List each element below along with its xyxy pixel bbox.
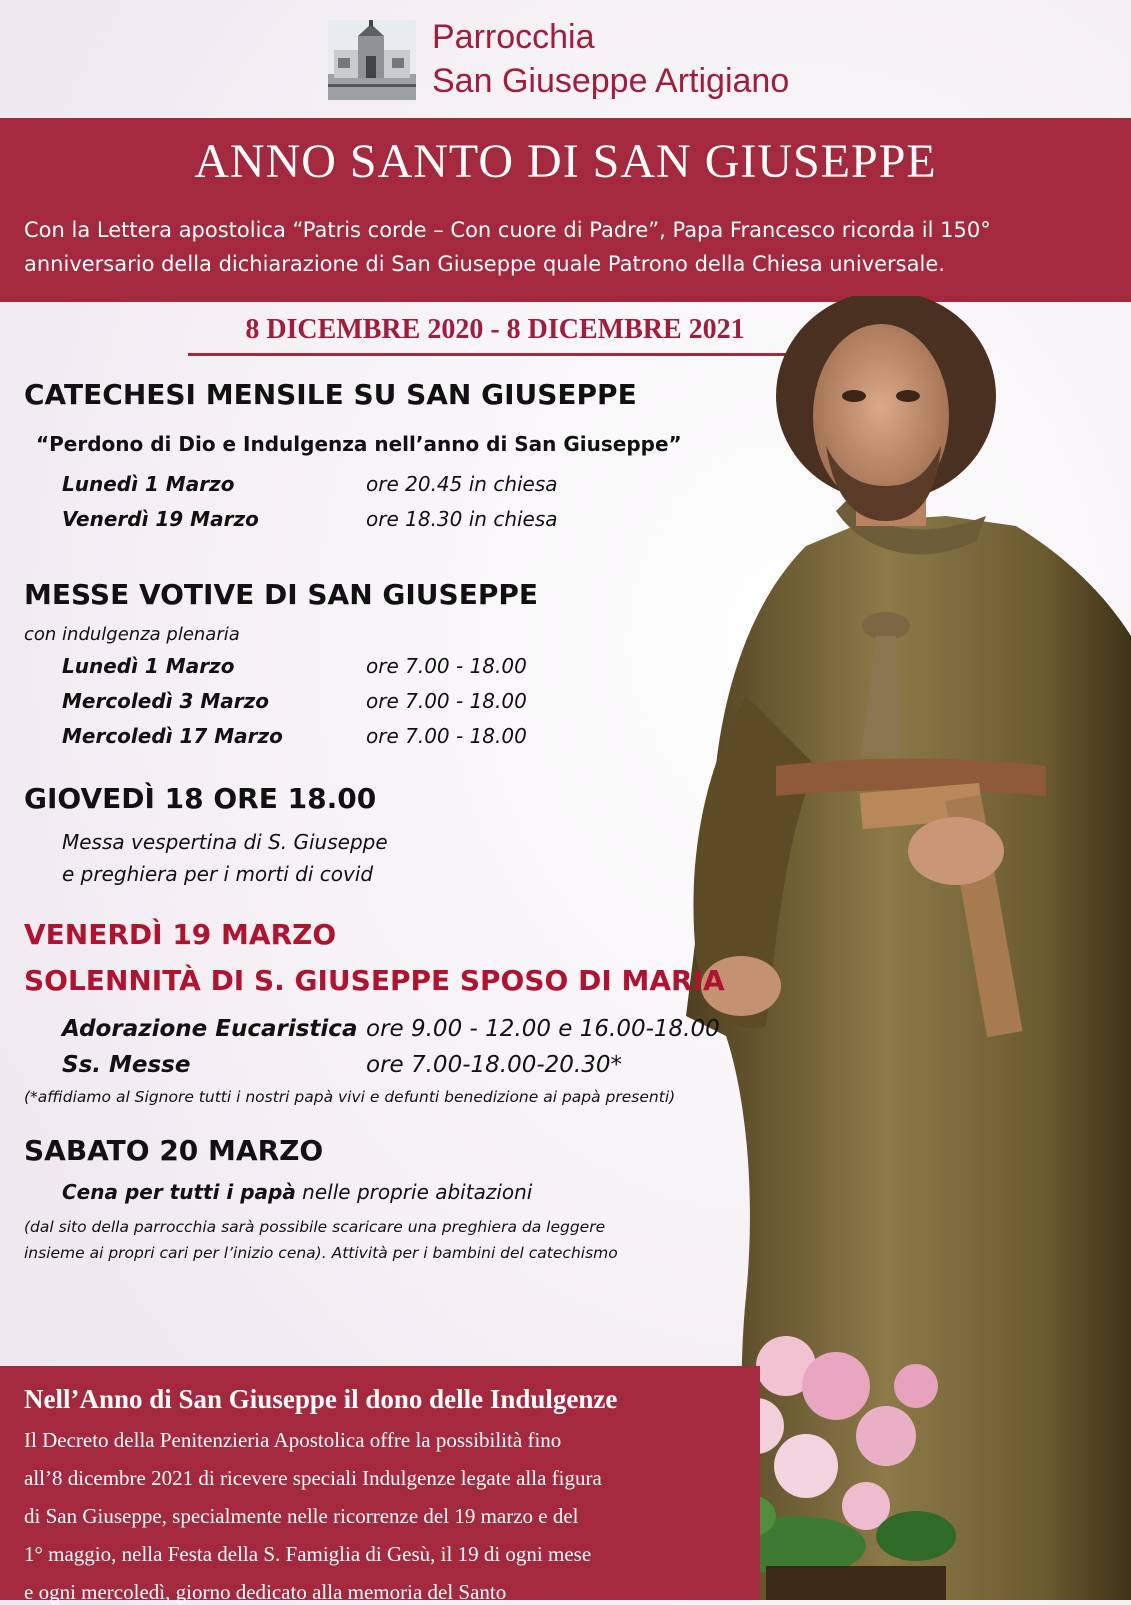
- giovedi-line1: Messa vespertina di S. Giuseppe: [62, 830, 388, 854]
- sabato-heading: SABATO 20 MARZO: [24, 1134, 324, 1167]
- indulgence-line-4: 1° maggio, nella Festa della S. Famiglia di Gesù, il 19 di ogni mese: [24, 1542, 592, 1566]
- messe-day-2: Mercoledì 3 Marzo: [62, 689, 270, 713]
- catechesi-heading: CATECHESI MENSILE SU SAN GIUSEPPE: [24, 378, 637, 411]
- adorazione-label: Adorazione Eucaristica: [62, 1016, 358, 1042]
- giovedi-heading: GIOVEDÌ 18 ORE 18.00: [24, 782, 377, 815]
- banner-text-line2: anniversario della dichiarazione di San Giuseppe quale Patrono della Chiesa universale.: [24, 252, 945, 276]
- solennita-heading: SOLENNITÀ DI S. GIUSEPPE SPOSO DI MARIA: [24, 964, 725, 997]
- messe-time-3: ore 7.00 - 18.00: [366, 724, 527, 748]
- page-title: ANNO SANTO DI SAN GIUSEPPE: [194, 135, 937, 188]
- catechesi-subtitle: “Perdono di Dio e Indulgenza nell’anno di San Giuseppe”: [36, 432, 682, 456]
- indulgence-line-3: di San Giuseppe, specialmente nelle ricorrenze del 19 marzo e del: [24, 1504, 579, 1528]
- banner-text-line1: Con la Lettera apostolica “Patris corde – Con cuore di Padre”, Papa Francesco ricorda il 150°: [24, 218, 991, 242]
- catechesi-day-2: Venerdì 19 Marzo: [62, 507, 259, 531]
- venerdi-heading: VENERDÌ 19 MARZO: [24, 918, 337, 951]
- jubilee-dates: 8 DICEMBRE 2020 - 8 DICEMBRE 2021: [245, 314, 745, 345]
- sabato-note-line1: (dal sito della parrocchia sarà possibile scaricare una preghiera da leggere: [24, 1218, 606, 1236]
- sabato-bold-part: Cena per tutti i papà: [62, 1180, 296, 1204]
- indulgence-line-5: e ogni mercoledì, giorno dedicato alla memoria del Santo: [24, 1580, 507, 1604]
- indulgence-line-1: Il Decreto della Penitenzieria Apostolica offre la possibilità fino: [24, 1428, 562, 1452]
- messe-solenni-label: Ss. Messe: [62, 1052, 191, 1078]
- indulgence-title: Nell’Anno di San Giuseppe il dono delle Indulgenze: [24, 1384, 618, 1414]
- catechesi-day-1: Lunedì 1 Marzo: [62, 472, 235, 496]
- messe-day-1: Lunedì 1 Marzo: [62, 654, 235, 678]
- messe-time-1: ore 7.00 - 18.00: [366, 654, 527, 678]
- parish-name-line2: San Giuseppe Artigiano: [432, 62, 790, 100]
- messe-note: con indulgenza plenaria: [24, 624, 240, 645]
- messe-day-3: Mercoledì 17 Marzo: [62, 724, 283, 748]
- parish-name-line1: Parrocchia: [432, 18, 595, 56]
- church-logo-image: [328, 20, 416, 100]
- venerdi-footnote: (*affidiamo al Signore tutti i nostri papà vivi e defunti benedizione ai papà presenti): [24, 1088, 676, 1106]
- sabato-note-line2: insieme ai propri cari per l’inizio cena). Attività per i bambini del catechismo: [24, 1244, 618, 1262]
- sabato-rest-part: nelle proprie abitazioni: [295, 1180, 533, 1204]
- messe-heading: MESSE VOTIVE DI SAN GIUSEPPE: [24, 578, 539, 611]
- messe-solenni-time: ore 7.00-18.00-20.30*: [366, 1052, 622, 1078]
- catechesi-time-2: ore 18.30 in chiesa: [366, 507, 558, 531]
- catechesi-time-1: ore 20.45 in chiesa: [366, 472, 558, 496]
- indulgence-line-2: all’8 dicembre 2021 di ricevere speciali Indulgenze legate alla figura: [24, 1466, 602, 1490]
- adorazione-time: ore 9.00 - 12.00 e 16.00-18.00: [366, 1016, 720, 1042]
- messe-time-2: ore 7.00 - 18.00: [366, 689, 527, 713]
- giovedi-line2: e preghiera per i morti di covid: [62, 862, 374, 886]
- sabato-line: [62, 1180, 532, 1204]
